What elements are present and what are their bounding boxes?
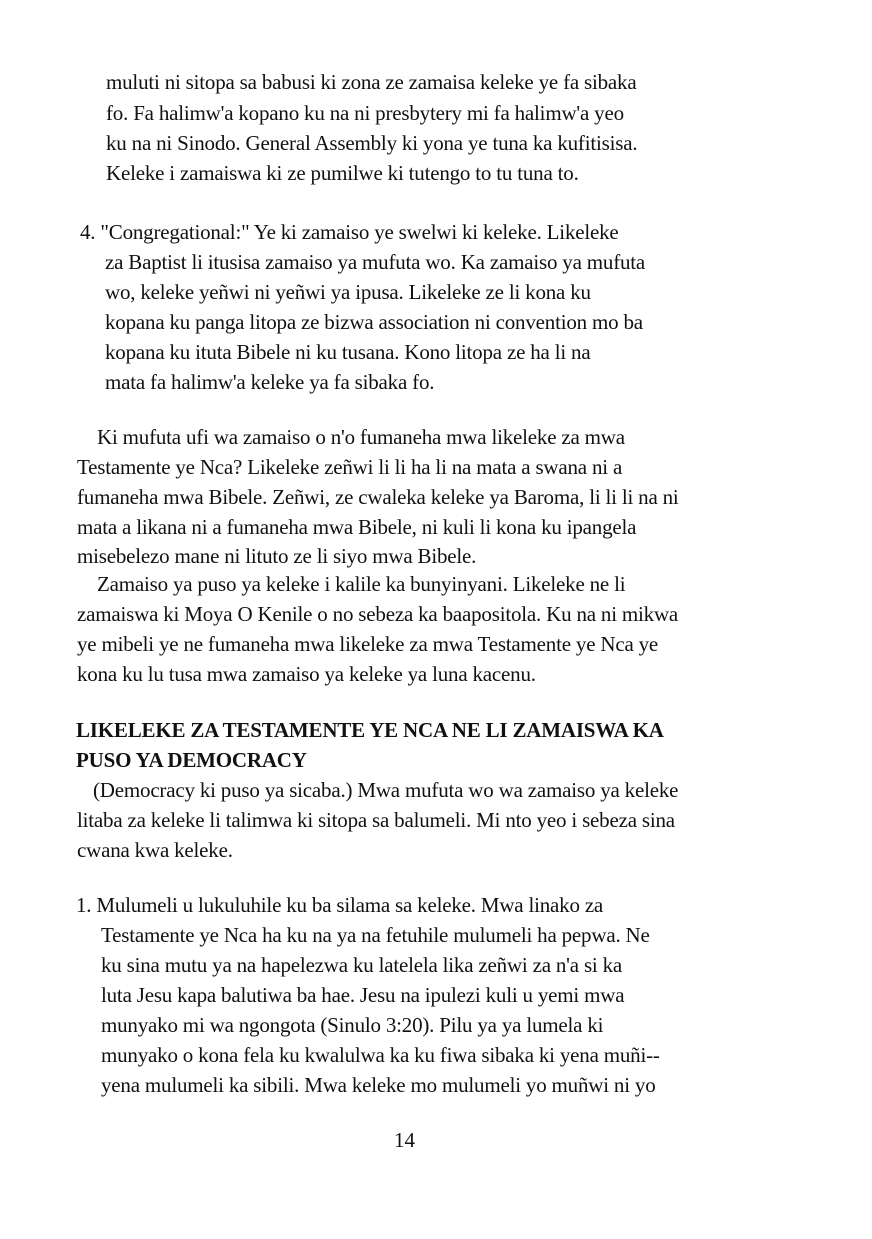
text-line: mata fa halimw'a keleke ya fa sibaka fo. [105,370,435,394]
text-line: Zamaiso ya puso ya keleke i kalile ka bunyinyani. Likeleke ne li [97,572,626,596]
heading-line: LIKELEKE ZA TESTAMENTE YE NCA NE LI ZAMAISWA KA [76,718,664,742]
text-line: cwana kwa keleke. [77,838,233,862]
text-line: Keleke i zamaiswa ki ze pumilwe ki tutengo to tu tuna to. [106,161,579,185]
text-line: 4. "Congregational:" Ye ki zamaiso ye swelwi ki keleke. Likeleke [80,220,619,244]
text-line: ye mibeli ye ne fumaneha mwa likeleke za mwa Testamente ye Nca ye [77,632,659,656]
page-number: 14 [394,1128,415,1152]
heading-line: PUSO YA DEMOCRACY [76,748,307,772]
text-line: kona ku lu tusa mwa zamaiso ya keleke ya luna kacenu. [77,662,536,686]
text-line: Ki mufuta ufi wa zamaiso o n'o fumaneha mwa likeleke za mwa [97,425,625,449]
text-line: za Baptist li itusisa zamaiso ya mufuta wo. Ka zamaiso ya mufuta [105,250,646,274]
text-line: Testamente ye Nca? Likeleke zeñwi li li ha li na mata a swana ni a [77,455,623,479]
text-line: 1. Mulumeli u lukuluhile ku ba silama sa keleke. Mwa linako za [76,893,604,917]
text-line: munyako o kona fela ku kwalulwa ka ku fiwa sibaka ki yena muñi-- [101,1043,660,1067]
text-line: zamaiswa ki Moya O Kenile o no sebeza ka baapositola. Ku na ni mikwa [77,602,679,626]
text-line: ku sina mutu ya na hapelezwa ku latelela lika zeñwi za n'a si ka [101,953,623,977]
text-line: muluti ni sitopa sa babusi ki zona ze zamaisa keleke ye fa sibaka [106,70,637,94]
text-line: kopana ku ituta Bibele ni ku tusana. Kono litopa ze ha li na [105,340,591,364]
text-line: ku na ni Sinodo. General Assembly ki yona ye tuna ka kufitisisa. [106,131,638,155]
text-line: fumaneha mwa Bibele. Zeñwi, ze cwaleka keleke ya Baroma, li li li na ni [77,485,679,509]
text-line: yena mulumeli ka sibili. Mwa keleke mo mulumeli yo muñwi ni yo [101,1073,656,1097]
text-line: luta Jesu kapa balutiwa ba hae. Jesu na ipulezi kuli u yemi mwa [101,983,625,1007]
text-line: kopana ku panga litopa ze bizwa association ni convention mo ba [105,310,643,334]
text-line: litaba za keleke li talimwa ki sitopa sa balumeli. Mi nto yeo i sebeza sina [77,808,675,832]
text-line: wo, keleke yeñwi ni yeñwi ya ipusa. Likeleke ze li kona ku [105,280,591,304]
text-line: (Democracy ki puso ya sicaba.) Mwa mufuta wo wa zamaiso ya keleke [93,778,679,802]
text-line: Testamente ye Nca ha ku na ya na fetuhile mulumeli ha pepwa. Ne [101,923,650,947]
text-line: mata a likana ni a fumaneha mwa Bibele, ni kuli li kona ku ipangela [77,515,637,539]
text-line: misebelezo mane ni lituto ze li siyo mwa Bibele. [77,544,477,568]
text-line: munyako mi wa ngongota (Sinulo 3:20). Pilu ya ya lumela ki [101,1013,604,1037]
text-line: fo. Fa halimw'a kopano ku na ni presbytery mi fa halimw'a yeo [106,101,624,125]
